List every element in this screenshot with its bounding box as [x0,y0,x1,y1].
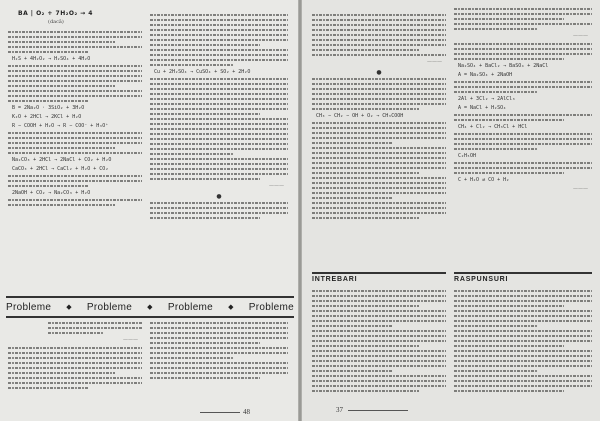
left-page-column-1 [8,10,142,209]
problems-column-2 [150,322,288,382]
left-page-title: BA | O₂ + 7H₂O₂ → 4 [18,10,93,17]
equation: CH₄ + Cl₂ → CH₃Cl + HCl [458,124,528,130]
left-page-subtitle: (dacă) [48,19,64,25]
right-page-column-2: ——— Na₂SO₄ + BaCl₂ → BaSO₄ + 2NaCl A = Na₂SO₄ + 2NaOH 2Al + 3Cl₂ → 2AlCl₃ A = NaCl + H₂SO₄ CH₄ + Cl₂ → CH₃Cl + HCl C₂H₅OH C + H₂O ⇄ CO + H₂ ——— [454,8,592,196]
equation: 2Al + 3Cl₂ → 2AlCl₃ [458,96,516,102]
questions-list [312,290,446,395]
problems-banner [6,296,294,318]
page-number: 37 [336,406,343,414]
equation: A = Na₂SO₄ + 2NaOH [458,72,513,78]
equation: 2NaOH + CO₂ → Na₂CO₃ + H₂O [12,190,91,196]
problems-column-1: ——— [8,322,142,392]
page-number: 48 [243,408,250,416]
banner-word: Probleme [167,301,214,313]
equation: CH₃ − CH₂ − OH + O₂ → CH₃COOH [316,113,404,119]
equation: Cu + 2H₂SO₄ → CuSO₄ + SO₂ + 2H₂O [154,69,251,75]
equation: B = 2Na₂O · 3SiO₂ + 3H₂O [12,105,85,111]
banner-word: Probleme [86,301,133,313]
left-page-column-2: Cu + 2H₂SO₄ → CuSO₄ + SO₂ + 2H₂O ——— ● [150,14,288,222]
right-page [302,0,600,421]
diamond-icon: ◆ [147,304,153,311]
answers-list [454,290,592,395]
equation: R − COOH + H₂O → R − COO⁻ + H₃O⁺ [12,123,109,129]
diamond-icon: ◆ [66,304,72,311]
separator-icon: ● [376,69,382,76]
equation: A = NaCl + H₂SO₄ [458,105,507,111]
equation: K₂O + 2HCl → 2KCl + H₂O [12,114,82,120]
equation: CaCO₃ + 2HCl → CaCl₂ + H₂O + CO₂ [12,166,109,172]
right-page-column-1: ——— ● CH₃ − CH₂ − OH + O₂ → CH₃COOH [312,14,446,222]
questions-heading: INTREBARI [312,272,446,288]
equation: Na₂SO₄ + BaCl₂ → BaSO₄ + 2NaCl [458,63,549,69]
banner-word: Probleme [6,301,52,313]
equation: C₂H₅OH [458,153,477,159]
equation: H₂S + 4H₂O₂ → H₂SO₄ + 4H₂O [12,56,91,62]
left-page [0,0,298,421]
banner-word: Probleme [248,301,294,313]
diamond-icon: ◆ [228,304,234,311]
answers-heading: RASPUNSURI [454,272,592,288]
separator-icon: ● [216,193,222,200]
equation: Na₂CO₃ + 2HCl → 2NaCl + CO₂ + H₂O [12,157,112,163]
equation: C + H₂O ⇄ CO + H₂ [458,177,510,183]
